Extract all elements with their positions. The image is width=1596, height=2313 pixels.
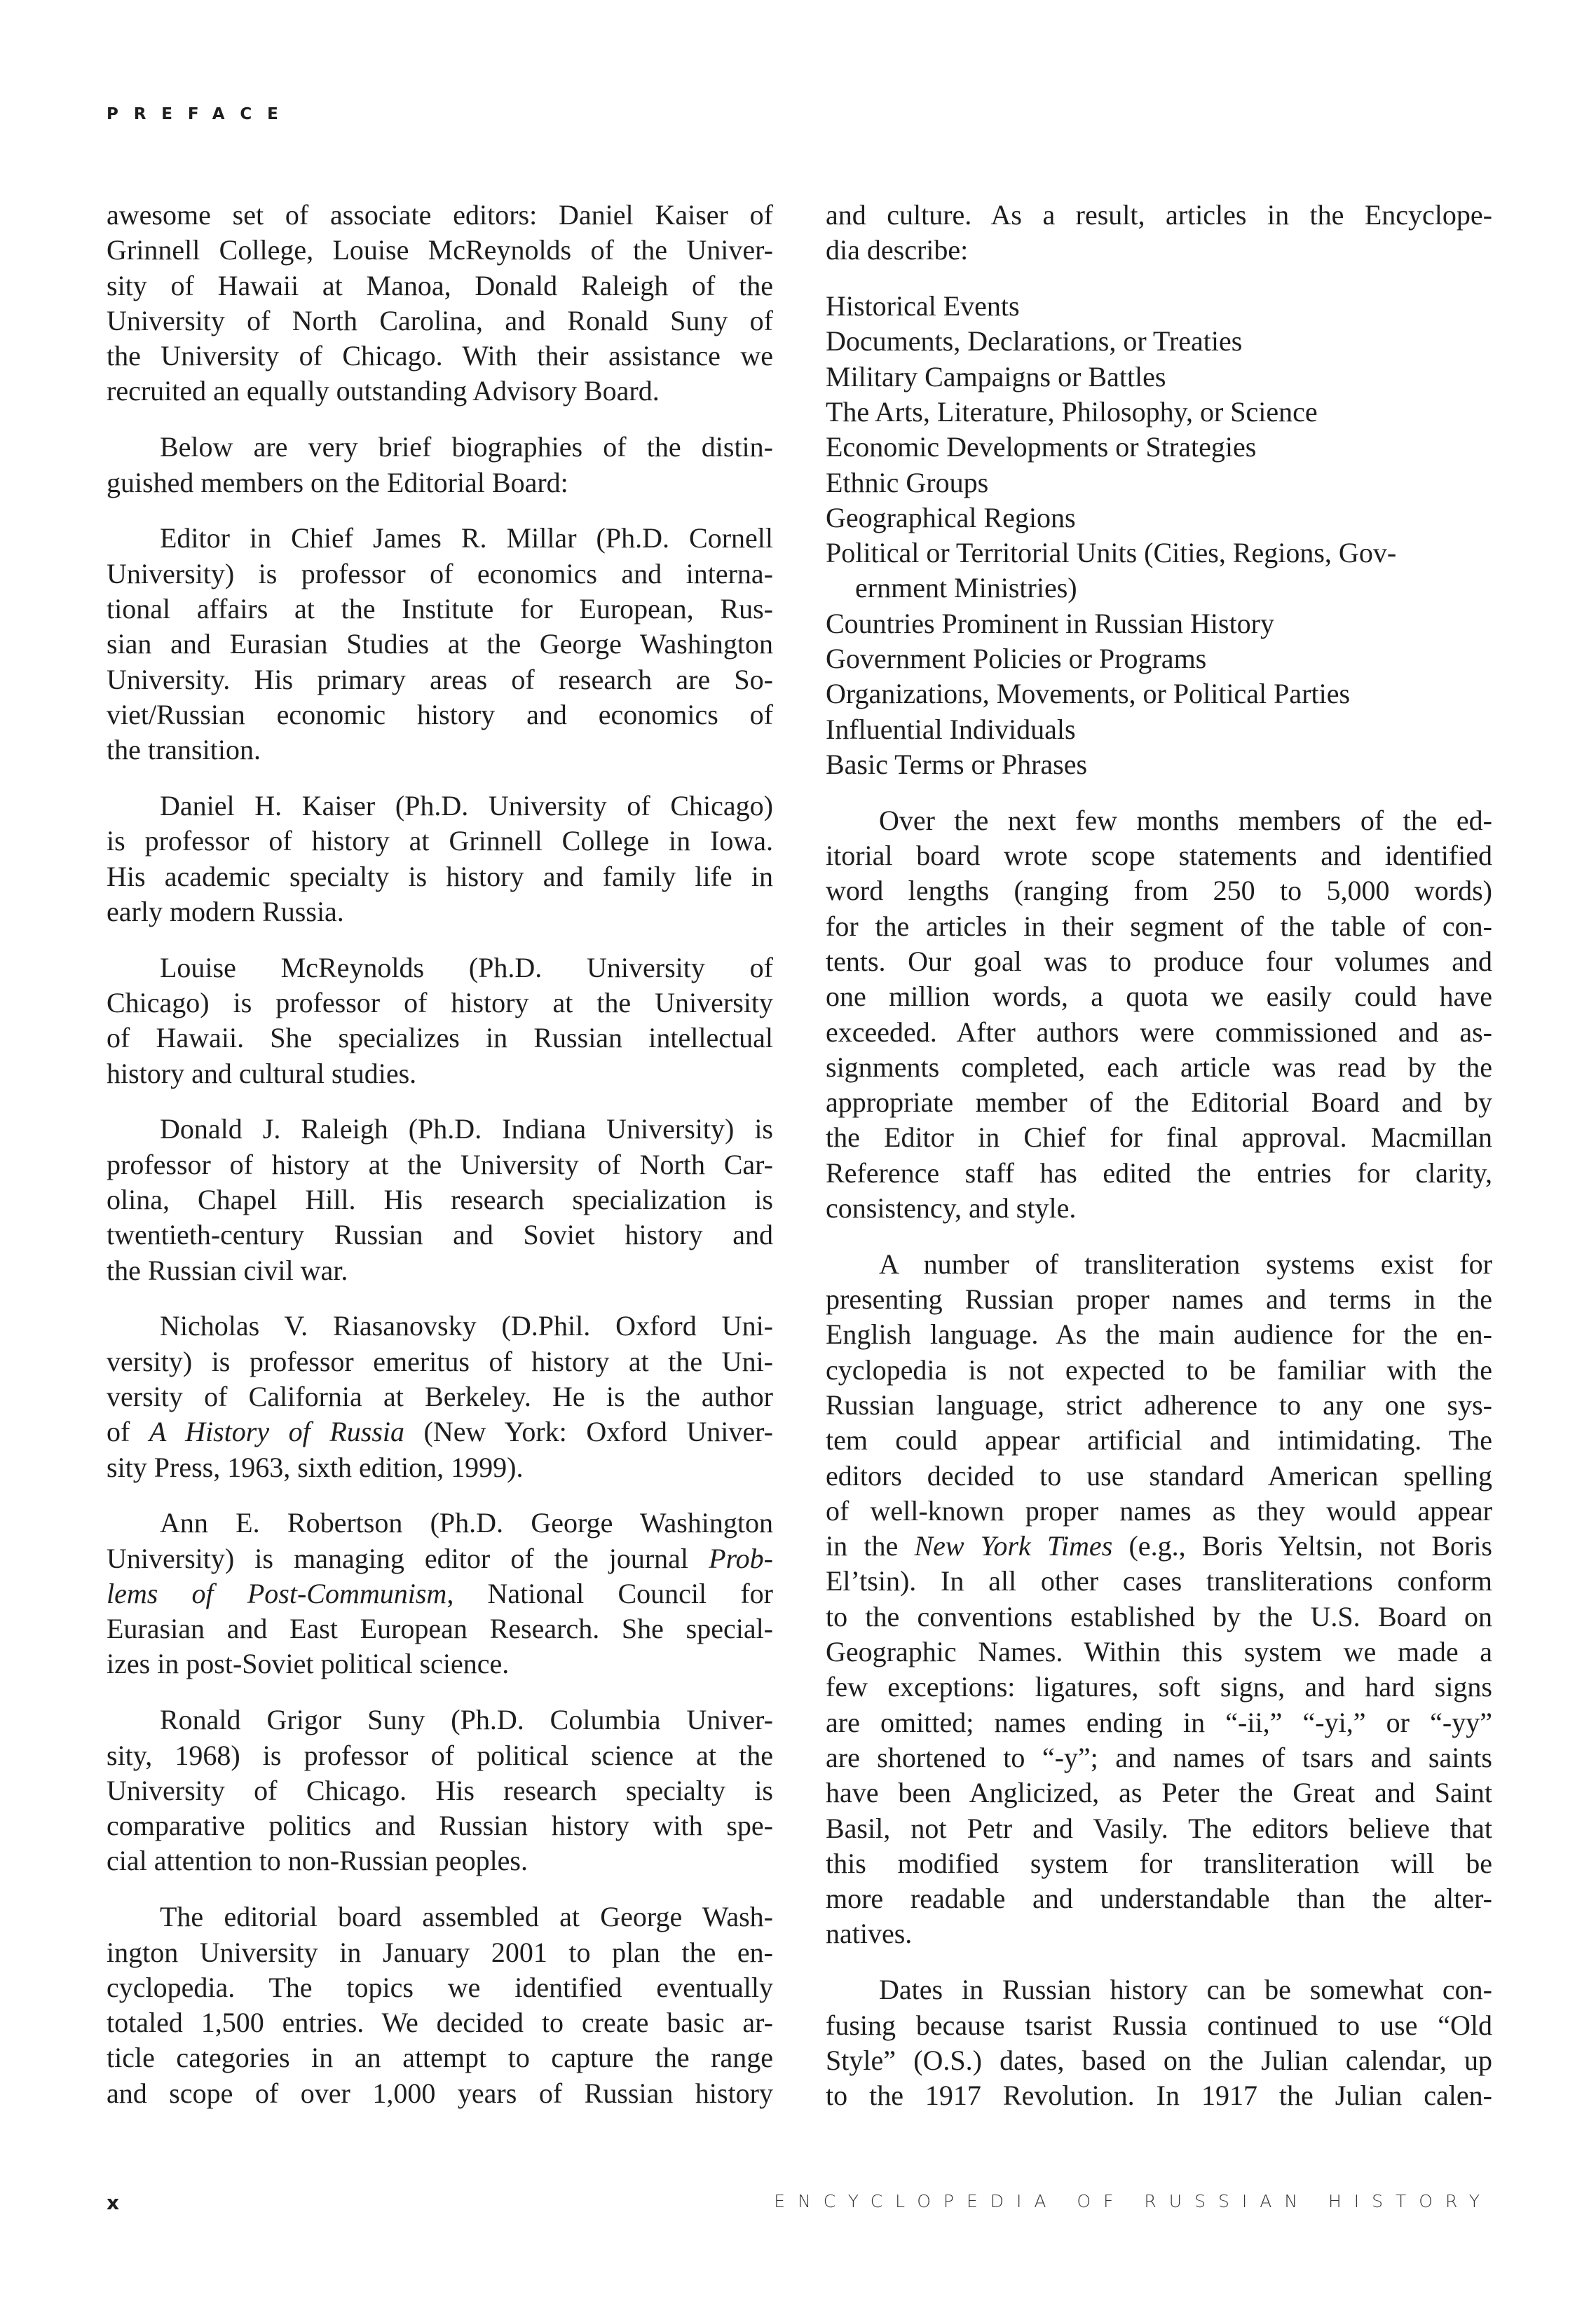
text-line: Over the next few months members of the ed- — [879, 804, 1492, 836]
category-item: Economic Developments or Strategies — [826, 431, 1257, 463]
paragraph — [107, 1506, 773, 1681]
text-line: to the 1917 Revolution. In 1917 the Julian calen- — [826, 2080, 1492, 2112]
text-line: Below are very brief biographies of the distin- — [160, 431, 773, 463]
text-line: Reference staff has edited the entries for clarity, — [826, 1156, 1492, 1189]
category-item: Documents, Declarations, or Treaties — [826, 325, 1243, 357]
text-line: and scope of over 1,000 years of Russian history — [107, 2077, 773, 2109]
running-head: PREFACE — [107, 105, 294, 123]
text-line: and culture. As a result, articles in the Encyclope- — [826, 199, 1492, 231]
text-line: cial attention to non-Russian peoples. — [107, 1845, 528, 1877]
text-line: itorial board wrote scope statements and identified — [826, 840, 1492, 872]
text-line: El’tsin). In all other cases transliterations conform — [826, 1565, 1492, 1597]
text-line: Daniel H. Kaiser (Ph.D. University of Chicago) — [160, 789, 773, 821]
category-item: Military Campaigns or Battles — [826, 360, 1166, 393]
text-line: Ann E. Robertson (Ph.D. George Washington — [160, 1507, 773, 1539]
text-line: presenting Russian proper names and terms in the — [826, 1283, 1492, 1316]
category-item: Basic Terms or Phrases — [826, 748, 1088, 780]
text-segment: University) is managing editor of the journal — [107, 1542, 709, 1574]
text-line — [107, 1541, 773, 1576]
category-item: Geographical Regions — [826, 501, 1076, 533]
text-line: guished members on the Editorial Board: — [107, 466, 568, 498]
text-line: Louise McReynolds (Ph.D. University of — [160, 951, 773, 983]
text-line: to the conventions established by the U.S. Board on — [826, 1600, 1492, 1632]
category-item: Countries Prominent in Russian History — [826, 607, 1274, 639]
text-line: His academic specialty is history and family life in — [107, 860, 773, 892]
text-line: sity, 1968) is professor of political science at the — [107, 1739, 773, 1771]
text-line: Style” (O.S.) dates, based on the Julian calendar, up — [826, 2044, 1492, 2076]
paragraph — [826, 198, 1492, 268]
category-item: Political or Territorial Units (Cities, Regions, Gov- — [826, 537, 1397, 569]
text-line: ington University in January 2001 to plan the en- — [107, 1936, 773, 1968]
text-line: Nicholas V. Riasanovsky (D.Phil. Oxford Uni- — [160, 1310, 773, 1342]
text-line: the University of Chicago. With their assistance we — [107, 340, 773, 372]
text-line: olina, Chapel Hill. His research specialization is — [107, 1183, 773, 1215]
text-line: A number of transliteration systems exist for — [879, 1248, 1492, 1280]
text-line: dia describe: — [826, 234, 969, 266]
category-item: Government Policies or Programs — [826, 643, 1207, 675]
text-line: consistency, and style. — [826, 1192, 1077, 1224]
text-line: natives. — [826, 1918, 913, 1950]
text-line: of Hawaii. She specializes in Russian intellectual — [107, 1022, 773, 1054]
paragraph — [826, 803, 1492, 1227]
paragraph — [107, 950, 773, 1091]
text-line: one million words, a quota we easily could have — [826, 981, 1492, 1013]
paragraph — [107, 789, 773, 929]
text-line: editors decided to use standard American spelling — [826, 1459, 1492, 1492]
italic-title: lems of Post-Communism — [107, 1577, 447, 1609]
text-line: Russian language, strict adherence to any one sys- — [826, 1389, 1492, 1421]
text-line: is professor of history at Grinnell College in Iowa. — [107, 825, 773, 857]
text-line: history and cultural studies. — [107, 1057, 417, 1089]
text-line: Ronald Grigor Suny (Ph.D. Columbia Univer- — [160, 1704, 773, 1736]
category-item: Historical Events — [826, 290, 1020, 322]
text-line: are omitted; names ending in “-ii,” “-yi,” or “-yy” — [826, 1706, 1492, 1738]
text-segment: in the — [826, 1530, 915, 1562]
italic-title: Prob- — [709, 1542, 773, 1574]
text-line: Donald J. Raleigh (Ph.D. Indiana University) is — [160, 1113, 773, 1145]
text-line: Dates in Russian history can be somewhat con- — [879, 1974, 1492, 2006]
text-line: exceeded. After authors were commissioned and as- — [826, 1016, 1492, 1048]
footer-book-title: ENCYCLOPEDIA OF RUSSIAN HISTORY — [774, 2191, 1492, 2211]
text-line: izes in post-Soviet political science. — [107, 1648, 510, 1680]
text-line: sian and Eurasian Studies at the George Washington — [107, 628, 773, 660]
text-line: more readable and understandable than the alter- — [826, 1883, 1492, 1915]
page-number: x — [107, 2191, 120, 2214]
text-line: versity) is professor emeritus of history at the Uni- — [107, 1345, 773, 1377]
text-line: the transition. — [107, 734, 261, 766]
text-line: the Russian civil war. — [107, 1254, 348, 1286]
text-line: tents. Our goal was to produce four volumes and — [826, 945, 1492, 977]
text-line: for the articles in their segment of the table of con- — [826, 910, 1492, 942]
text-line: Chicago) is professor of history at the University — [107, 986, 773, 1018]
paragraph — [107, 1112, 773, 1288]
category-item: ernment Ministries) — [855, 572, 1077, 604]
text-line: signments completed, each article was read by the — [826, 1051, 1492, 1083]
text-line — [107, 1414, 773, 1449]
text-line: early modern Russia. — [107, 895, 344, 927]
paragraph — [107, 1309, 773, 1485]
text-line — [107, 1576, 773, 1611]
text-line: the Editor in Chief for final approval. Macmillan — [826, 1121, 1492, 1154]
text-line: comparative politics and Russian history with spe- — [107, 1810, 773, 1842]
paragraph — [107, 1703, 773, 1878]
text-line: Grinnell College, Louise McReynolds of the Univer- — [107, 234, 773, 266]
text-line: University) is professor of economics and interna- — [107, 557, 773, 589]
text-segment: (e.g., Boris Yeltsin, not Boris — [1112, 1530, 1492, 1562]
text-line: twentieth-century Russian and Soviet history and — [107, 1219, 773, 1251]
text-line: few exceptions: ligatures, soft signs, and hard signs — [826, 1671, 1492, 1703]
category-item: Organizations, Movements, or Political Parties — [826, 678, 1351, 710]
text-line: versity of California at Berkeley. He is the author — [107, 1380, 773, 1412]
text-line: totaled 1,500 entries. We decided to create basic ar- — [107, 2007, 773, 2039]
article-categories-list — [826, 289, 1492, 782]
text-segment: of — [107, 1416, 149, 1448]
text-line: Geographic Names. Within this system we made a — [826, 1636, 1492, 1668]
paragraph — [826, 1247, 1492, 1952]
text-line — [826, 1529, 1492, 1564]
text-line: cyclopedia is not expected to be familiar with the — [826, 1353, 1492, 1386]
text-line: appropriate member of the Editorial Board and by — [826, 1086, 1492, 1119]
text-segment: , National Council for — [446, 1577, 773, 1609]
left-column — [107, 198, 773, 2132]
paragraph — [107, 198, 773, 409]
text-line: Basil, not Petr and Vasily. The editors believe that — [826, 1812, 1492, 1844]
paragraph — [107, 521, 773, 767]
text-line: are shortened to “-y”; and names of tsars and saints — [826, 1741, 1492, 1773]
text-segment: (New York: Oxford Univer- — [404, 1416, 773, 1448]
text-line: sity of Hawaii at Manoa, Donald Raleigh of the — [107, 269, 773, 301]
text-line: fusing because tsarist Russia continued to use “Old — [826, 2009, 1492, 2041]
text-line: tem could appear artificial and intimidating. The — [826, 1424, 1492, 1456]
text-line: awesome set of associate editors: Daniel Kaiser of — [107, 199, 773, 231]
paragraph — [826, 1972, 1492, 2113]
text-line: viet/Russian economic history and economics of — [107, 698, 773, 730]
category-item: Influential Individuals — [826, 713, 1076, 745]
text-line: sity Press, 1963, sixth edition, 1999). — [107, 1451, 524, 1483]
text-line: word lengths (ranging from 250 to 5,000 words) — [826, 875, 1492, 907]
text-line: The editorial board assembled at George Wash- — [160, 1901, 773, 1933]
paragraph — [107, 1899, 773, 2111]
text-line: cyclopedia. The topics we identified eventually — [107, 1971, 773, 2003]
right-column — [826, 198, 1492, 2134]
text-line: of well-known proper names as they would appear — [826, 1494, 1492, 1527]
text-line: University. His primary areas of research are So- — [107, 663, 773, 695]
text-line: University of Chicago. His research specialty is — [107, 1774, 773, 1806]
text-line: Eurasian and East European Research. She special- — [107, 1613, 773, 1645]
text-line: this modified system for transliteration will be — [826, 1847, 1492, 1879]
text-line: have been Anglicized, as Peter the Great and Saint — [826, 1777, 1492, 1809]
text-line: Editor in Chief James R. Millar (Ph.D. Cornell — [160, 522, 773, 554]
category-item: The Arts, Literature, Philosophy, or Science — [826, 395, 1318, 428]
text-line: University of North Carolina, and Ronald Suny of — [107, 304, 773, 336]
category-item: Ethnic Groups — [826, 466, 989, 498]
text-line: tional affairs at the Institute for European, Rus- — [107, 592, 773, 625]
text-line: ticle categories in an attempt to capture the range — [107, 2042, 773, 2074]
text-line: professor of history at the University of North Car- — [107, 1148, 773, 1180]
text-line: recruited an equally outstanding Advisory Board. — [107, 375, 660, 407]
italic-title: New York Times — [914, 1530, 1113, 1562]
italic-title: A History of Russia — [149, 1416, 405, 1448]
paragraph — [107, 430, 773, 500]
text-line: English language. As the main audience for the en- — [826, 1318, 1492, 1351]
